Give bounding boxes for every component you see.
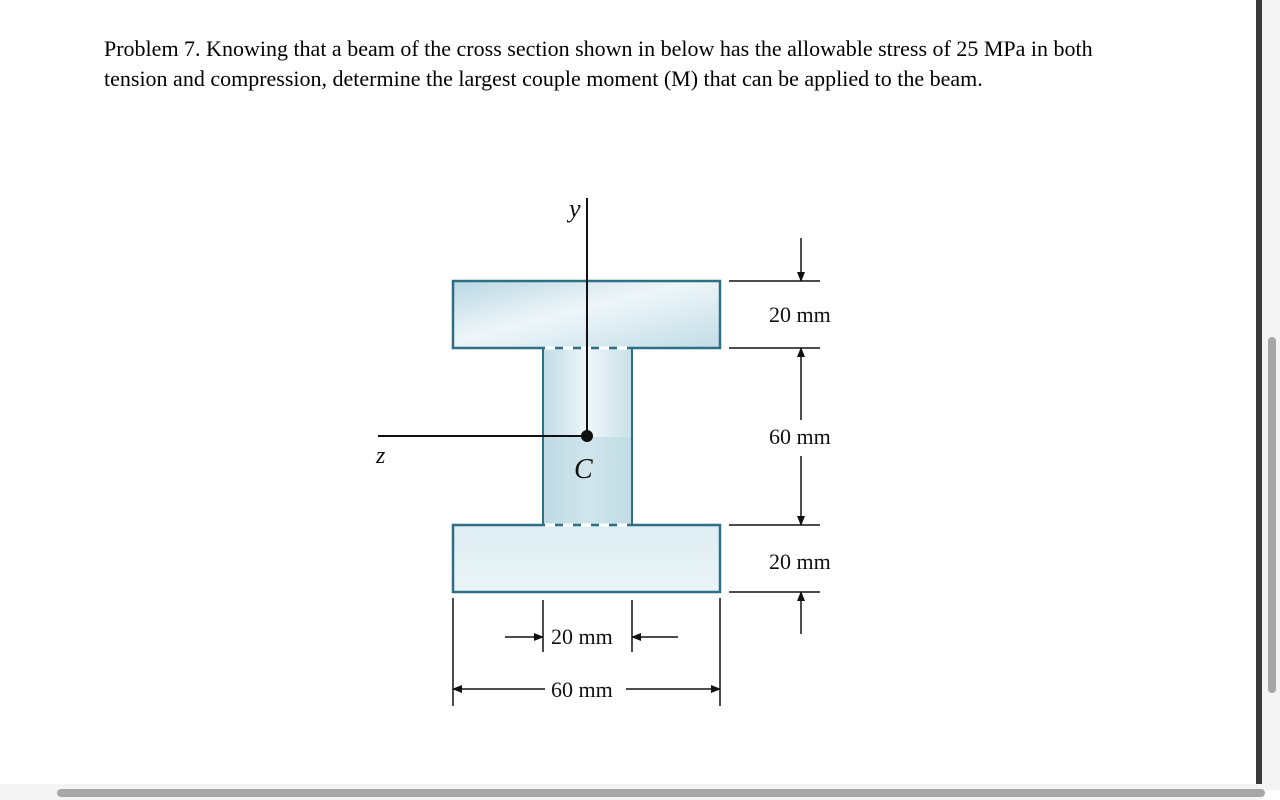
dim-web-width-label: 20 mm xyxy=(551,624,613,649)
y-axis-label: y xyxy=(569,194,581,223)
centroid-label: C xyxy=(574,454,593,485)
dim-flange-width-label: 60 mm xyxy=(551,677,613,702)
bottom-flange xyxy=(453,525,720,592)
dim-web-height-label: 60 mm xyxy=(769,424,831,449)
dim-top-flange-label: 20 mm xyxy=(769,302,831,327)
vertical-scroll-thumb[interactable] xyxy=(1268,337,1276,693)
z-axis-label: z xyxy=(376,443,386,469)
centroid-point xyxy=(581,430,593,442)
horizontal-scroll-thumb[interactable] xyxy=(57,789,1265,797)
dim-bottom-flange-label: 20 mm xyxy=(769,549,831,574)
problem-text: Problem 7. Knowing that a beam of the cross section shown in below has the allowable stress of 25 MPa in both tension and compression, determine the largest couple moment (M) that can be applied to the beam. xyxy=(104,36,1093,91)
